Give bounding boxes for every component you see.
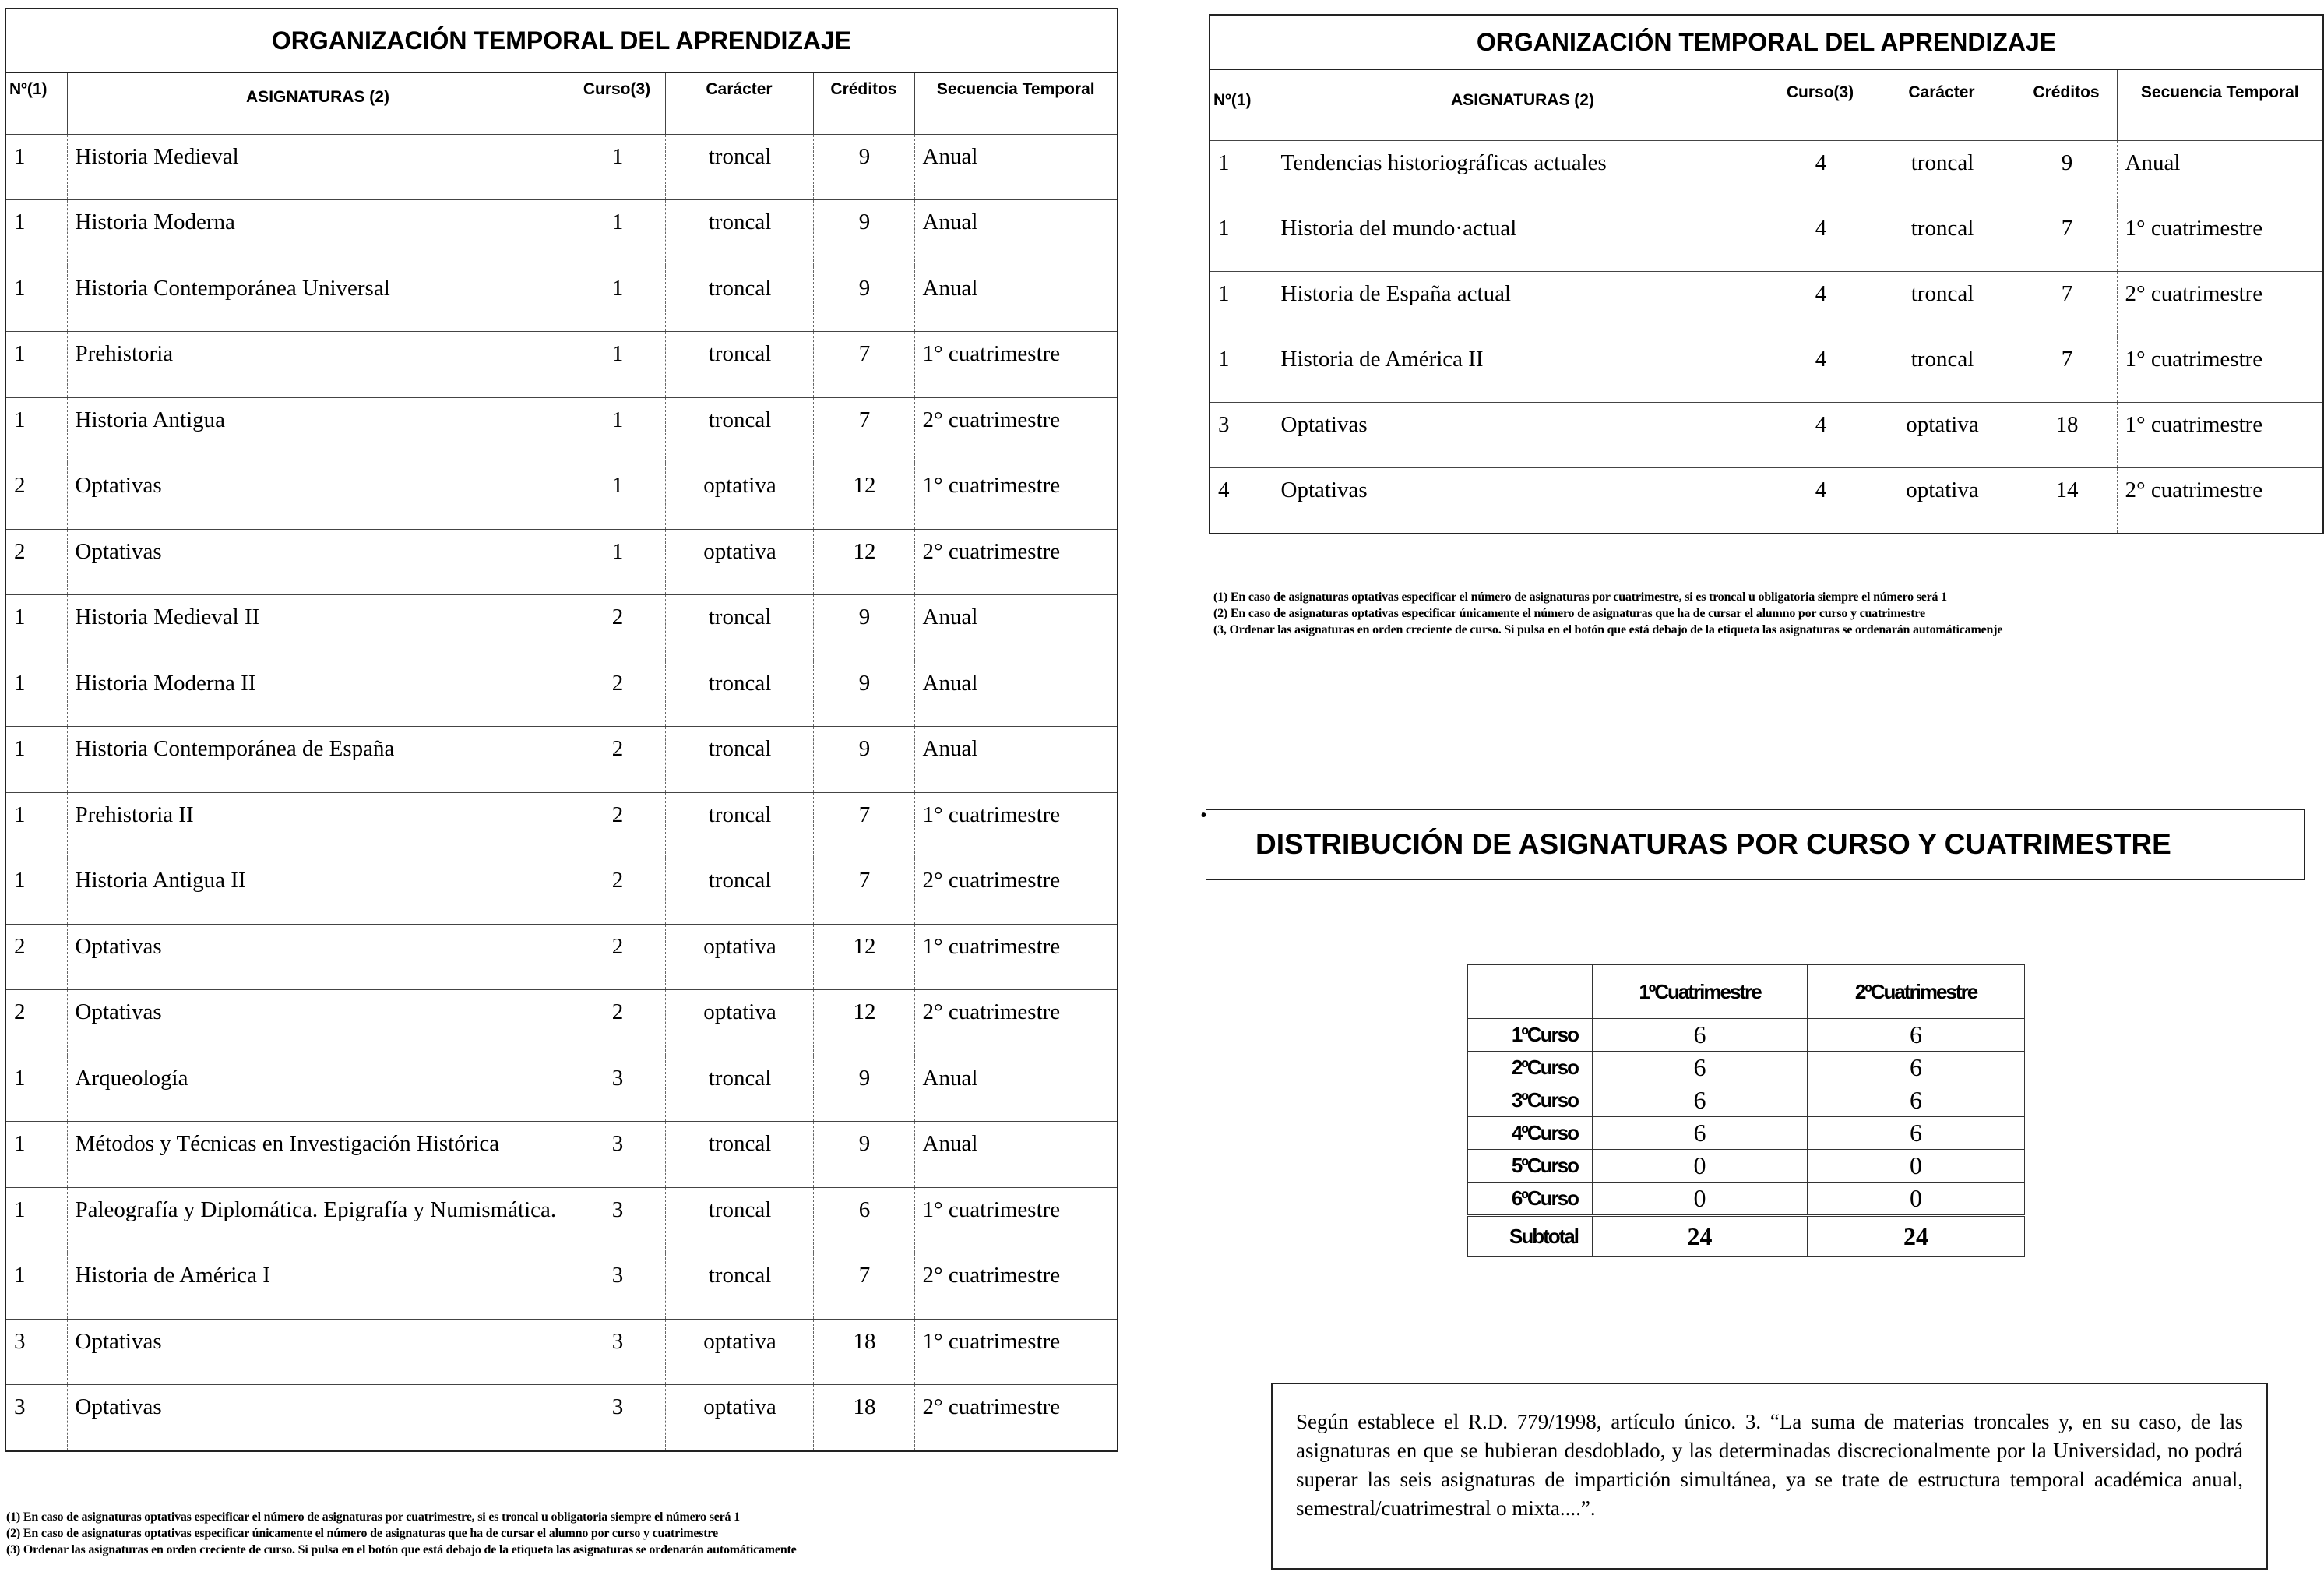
footnote-2: (2) En caso de asignaturas optativas especificar únicamente el número de asignaturas que ha de cursar el alumno por curso y cuatrimestre [6,1527,718,1540]
subject-name: Historia Antigua II [67,858,569,925]
right-panel-title: ORGANIZACIÓN TEMPORAL DEL APRENDIZAJE [1210,16,2322,70]
subject-name: Optativas [1273,467,1773,533]
right-subjects-table [1210,70,2322,533]
second-term-value: 6 [1808,1019,2025,1052]
course: 2 [569,924,665,990]
table-row [1210,206,2322,271]
credits: 12 [813,924,914,990]
subject-name: Historia Moderna II [67,661,569,727]
right-footnotes [1213,589,2002,638]
sequence: Anual [914,1056,1117,1122]
course: 3 [569,1385,665,1451]
distribution-title-box [1201,807,2305,880]
row-num: 1 [6,134,67,200]
sequence: 2° cuatrimestre [914,529,1117,595]
credits: 7 [2016,206,2117,271]
sequence: Anual [914,266,1117,332]
row-num: 3 [6,1385,67,1451]
row-label: 4ºCurso [1468,1117,1593,1150]
subject-name: Historia Moderna [67,200,569,266]
row-num: 1 [6,727,67,793]
course: 1 [569,397,665,463]
table-header-row [6,73,1117,134]
type: optativa [1868,467,2016,533]
type: optativa [665,463,813,530]
footnote-1: (1) En caso de asignaturas optativas especificar el número de asignaturas por cuatrimestre, si es troncal u obligatoria siempre el número será 1 [6,1510,740,1524]
type: troncal [665,1056,813,1122]
type: troncal [665,792,813,858]
course: 4 [1773,206,1868,271]
right-organization-panel [1209,14,2324,534]
row-num: 3 [1210,402,1273,467]
left-panel-title: ORGANIZACIÓN TEMPORAL DEL APRENDIZAJE [6,9,1117,73]
course: 4 [1773,402,1868,467]
subject-name: Historia de América I [67,1253,569,1320]
subtotal-first-term: 24 [1593,1216,1808,1257]
table-row [6,1187,1117,1253]
distribution-title: DISTRIBUCIÓN DE ASIGNATURAS POR CURSO Y CUATRIMESTRE [1255,828,2171,860]
left-footnotes [6,1509,797,1558]
row-num: 1 [6,792,67,858]
distribution-table [1467,964,2025,1257]
course: 4 [1773,337,1868,402]
credits: 7 [813,332,914,398]
course: 1 [569,200,665,266]
credits: 12 [813,463,914,530]
type: troncal [665,595,813,661]
credits: 14 [2016,467,2117,533]
sequence: 1° cuatrimestre [914,924,1117,990]
subject-name: Historia Antigua [67,397,569,463]
type: troncal [665,134,813,200]
table-row [6,924,1117,990]
row-num: 1 [6,200,67,266]
table-row [6,1319,1117,1385]
credits: 6 [813,1187,914,1253]
row-num: 2 [6,924,67,990]
header-sequence: Secuencia Temporal [2117,70,2322,140]
sequence: 2° cuatrimestre [2117,271,2322,337]
credits: 9 [813,1122,914,1188]
footnote-3: (3, Ordenar las asignaturas en orden creciente de curso. Si pulsa en el botón que está debajo de la etiqueta las asignaturas se ordenarán automáticamenje [1213,623,2003,636]
table-row [1210,140,2322,206]
row-num: 1 [6,1253,67,1320]
row-num: 1 [6,1056,67,1122]
first-term-value: 6 [1593,1019,1808,1052]
table-row [6,661,1117,727]
type: troncal [665,332,813,398]
second-term-value: 0 [1808,1183,2025,1216]
table-row [6,1253,1117,1320]
distribution-body [1468,1019,2025,1257]
table-row [6,332,1117,398]
first-term-value: 0 [1593,1150,1808,1183]
credits: 12 [813,529,914,595]
row-num: 1 [6,1122,67,1188]
row-num: 1 [1210,140,1273,206]
footnote-1: (1) En caso de asignaturas optativas especificar el número de asignaturas por cuatrimestre, si es troncal u obligatoria siempre el número será 1 [1213,590,1947,604]
row-num: 1 [6,332,67,398]
credits: 9 [813,727,914,793]
right-table-body [1210,140,2322,533]
credits: 7 [2016,271,2117,337]
type: troncal [1868,140,2016,206]
distribution-row [1468,1052,2025,1084]
credits: 7 [813,792,914,858]
first-term-value: 6 [1593,1052,1808,1084]
table-row [6,266,1117,332]
left-organization-panel [5,8,1118,1452]
sequence: 2° cuatrimestre [914,990,1117,1056]
credits: 18 [813,1385,914,1451]
header-num: Nº(1) [1210,70,1273,140]
table-row [6,858,1117,925]
distribution-row [1468,1150,2025,1183]
subject-name: Optativas [67,990,569,1056]
type: optativa [665,529,813,595]
header-type: Carácter [1868,70,2016,140]
second-term-value: 6 [1808,1052,2025,1084]
table-row [6,529,1117,595]
subject-name: Prehistoria II [67,792,569,858]
sequence: Anual [914,661,1117,727]
table-row [6,463,1117,530]
row-label: 5ºCurso [1468,1150,1593,1183]
credits: 9 [813,266,914,332]
type: optativa [665,1319,813,1385]
row-label: 2ºCurso [1468,1052,1593,1084]
credits: 9 [813,1056,914,1122]
type: troncal [665,661,813,727]
subject-name: Optativas [67,1319,569,1385]
header-num: Nº(1) [6,73,67,134]
distribution-row [1468,1183,2025,1216]
header-credits: Créditos [2016,70,2117,140]
subject-name: Optativas [67,463,569,530]
row-num: 2 [6,529,67,595]
table-row [6,990,1117,1056]
marker-dot: • [1201,807,1207,824]
regulation-quote: Según establece el R.D. 779/1998, artículo único. 3. “La suma de materias troncales y, en su caso, de las asignaturas en que se hubieran desdoblado, y las determinadas discrecionalmente por la Universidad, no podrá superar las seis asignaturas de impartición simultánea, ya se trate de estructura temporal académica anual, semestral/cuatrimestral o mixta....”. [1271,1383,2268,1570]
sequence: 1° cuatrimestre [914,463,1117,530]
credits: 12 [813,990,914,1056]
subject-name: Historia Medieval [67,134,569,200]
first-term-value: 0 [1593,1183,1808,1216]
distribution-row [1468,1117,2025,1150]
course: 3 [569,1122,665,1188]
row-num: 1 [6,1187,67,1253]
sequence: 1° cuatrimestre [914,792,1117,858]
course: 2 [569,792,665,858]
type: troncal [665,1187,813,1253]
table-row [6,397,1117,463]
type: troncal [665,266,813,332]
distribution-row [1468,1084,2025,1117]
credits: 9 [813,200,914,266]
subject-name: Optativas [67,1385,569,1451]
table-row [6,595,1117,661]
sequence: 1° cuatrimestre [2117,206,2322,271]
left-subjects-table [6,73,1117,1450]
row-label: 6ºCurso [1468,1183,1593,1216]
credits: 7 [2016,337,2117,402]
course: 2 [569,595,665,661]
course: 1 [569,463,665,530]
subject-name: Historia Contemporánea Universal [67,266,569,332]
row-num: 1 [6,661,67,727]
subject-name: Historia del mundo·actual [1273,206,1773,271]
sequence: Anual [2117,140,2322,206]
subject-name: Optativas [67,529,569,595]
course: 3 [569,1187,665,1253]
distribution-row [1468,1019,2025,1052]
sequence: Anual [914,595,1117,661]
header-credits: Créditos [813,73,914,134]
col-header-first-term: 1ºCuatrimestre [1593,965,1808,1019]
credits: 18 [813,1319,914,1385]
table-row [6,200,1117,266]
subject-name: Historia de América II [1273,337,1773,402]
sequence: 1° cuatrimestre [2117,402,2322,467]
course: 4 [1773,271,1868,337]
type: troncal [665,1253,813,1320]
subject-name: Paleografía y Diplomática. Epigrafía y Numismática. [67,1187,569,1253]
row-num: 1 [6,397,67,463]
sequence: Anual [914,200,1117,266]
table-row [6,727,1117,793]
table-row [6,792,1117,858]
header-course: Curso(3) [569,73,665,134]
table-row [6,1385,1117,1451]
course: 2 [569,990,665,1056]
row-label: 3ºCurso [1468,1084,1593,1117]
distribution-header-row [1468,965,2025,1019]
credits: 9 [813,595,914,661]
header-sequence: Secuencia Temporal [914,73,1117,134]
course: 1 [569,266,665,332]
row-num: 1 [6,858,67,925]
row-num: 1 [6,595,67,661]
corner-cell [1468,965,1593,1019]
subject-name: Métodos y Técnicas en Investigación Histórica [67,1122,569,1188]
course: 1 [569,134,665,200]
type: troncal [665,727,813,793]
left-table-body [6,134,1117,1450]
subject-name: Optativas [67,924,569,990]
header-subject: ASIGNATURAS (2) [1273,70,1773,140]
sequence: 1° cuatrimestre [2117,337,2322,402]
sequence: 2° cuatrimestre [914,1253,1117,1320]
row-num: 1 [1210,337,1273,402]
subtotal-label: Subtotal [1468,1216,1593,1257]
sequence: 2° cuatrimestre [914,397,1117,463]
credits: 9 [813,134,914,200]
sequence: Anual [914,1122,1117,1188]
table-row [1210,337,2322,402]
course: 3 [569,1056,665,1122]
type: troncal [665,397,813,463]
row-num: 2 [6,990,67,1056]
sequence: Anual [914,727,1117,793]
type: troncal [1868,271,2016,337]
first-term-value: 6 [1593,1117,1808,1150]
sequence: 1° cuatrimestre [914,332,1117,398]
header-course: Curso(3) [1773,70,1868,140]
header-subject: ASIGNATURAS (2) [67,73,569,134]
subject-name: Historia de España actual [1273,271,1773,337]
type: optativa [665,1385,813,1451]
type: troncal [665,200,813,266]
credits: 7 [813,397,914,463]
col-header-second-term: 2ºCuatrimestre [1808,965,2025,1019]
subtotal-row [1468,1216,2025,1257]
type: optativa [665,990,813,1056]
table-header-row [1210,70,2322,140]
course: 3 [569,1319,665,1385]
row-num: 3 [6,1319,67,1385]
type: troncal [1868,206,2016,271]
row-label: 1ºCurso [1468,1019,1593,1052]
sequence: 2° cuatrimestre [2125,477,2263,502]
table-row [1210,271,2322,337]
footnote-3: (3) Ordenar las asignaturas en orden creciente de curso. Si pulsa en el botón que está debajo de la etiqueta las asignaturas se ordenarán automáticamente [6,1543,797,1556]
second-term-value: 6 [1808,1084,2025,1117]
subtotal-second-term: 24 [1808,1216,2025,1257]
second-term-value: 0 [1808,1150,2025,1183]
sequence: 2° cuatrimestre [914,858,1117,925]
course: 4 [1773,467,1868,533]
type: optativa [665,924,813,990]
row-num: 1 [1210,206,1273,271]
subject-name: Prehistoria [67,332,569,398]
sequence: 1° cuatrimestre [914,1319,1117,1385]
row-num: 1 [6,266,67,332]
table-row [6,134,1117,200]
credits: 18 [2016,402,2117,467]
table-row [6,1122,1117,1188]
type: optativa [1868,402,2016,467]
first-term-value: 6 [1593,1084,1808,1117]
type: troncal [665,1122,813,1188]
course: 2 [569,661,665,727]
course: 1 [569,529,665,595]
footnote-2: (2) En caso de asignaturas optativas especificar únicamente el número de asignaturas que ha de cursar el alumno por curso y cuatrimestre [1213,607,1925,620]
credits: 9 [2016,140,2117,206]
sequence: 2° cuatrimestre [922,1394,1061,1419]
course: 4 [1773,140,1868,206]
row-num: 2 [6,463,67,530]
header-type: Carácter [665,73,813,134]
course: 2 [569,727,665,793]
subject-name: Optativas [1273,402,1773,467]
course: 3 [569,1253,665,1320]
subject-name: Historia Medieval II [67,595,569,661]
sequence: Anual [914,134,1117,200]
type: troncal [1868,337,2016,402]
course: 2 [569,858,665,925]
credits: 7 [813,1253,914,1320]
subject-name: Tendencias historiográficas actuales [1273,140,1773,206]
row-num: 1 [1210,271,1273,337]
row-num: 4 [1210,467,1273,533]
table-row [6,1056,1117,1122]
credits: 7 [813,858,914,925]
subject-name: Historia Contemporánea de España [67,727,569,793]
table-row [1210,402,2322,467]
course: 1 [569,332,665,398]
credits: 9 [813,661,914,727]
type: troncal [665,858,813,925]
second-term-value: 6 [1808,1117,2025,1150]
sequence: 1° cuatrimestre [914,1187,1117,1253]
subject-name: Arqueología [67,1056,569,1122]
table-row [1210,467,2322,533]
